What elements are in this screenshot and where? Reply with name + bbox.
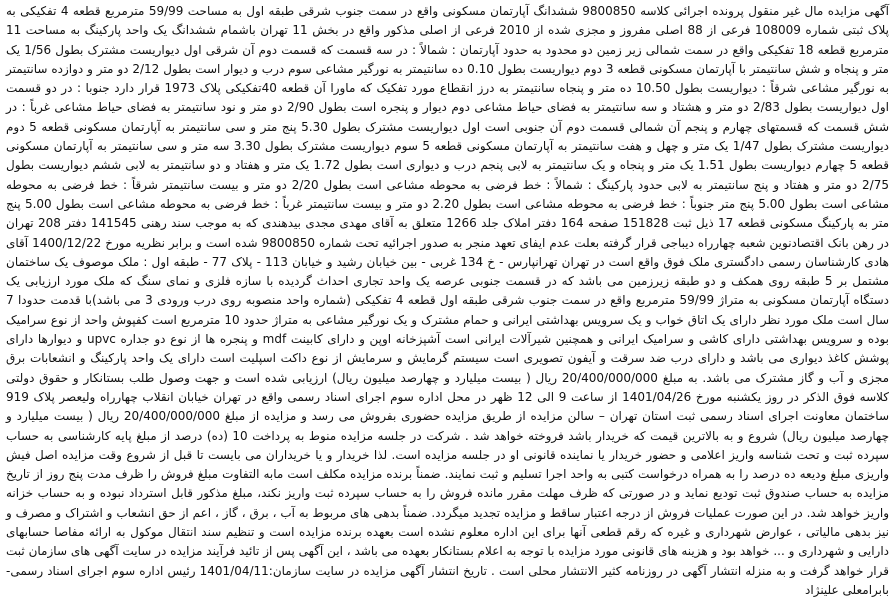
auction-notice-text: آگهی مزایده مال غیر منقول پرونده اجرائی کلاسه 9800850 ششدانگ آپارتمان مسکونی واقع در سمت جنوب شرقی طبقه اول به مساحت 59/99 مترمربع قطعه 4 تفکیکی به پلاک ثبتی شماره 108009 فرعی از 88 اصلی مفروز و مجزی شده از 2010 فرعی از اصلی مذکور واقع در بخش 11 تهران باشمام ششدانگ یک واحد پارکینگ به مساحت 11 مترمربع قطعه 18 تفکیکی واقع در سمت شمالی زیر زمین دو محدود به حدود آپارتمان : شمالاً : در سه قسمت که قسمت دوم آن شرقی اول دیواریست مشترک بطول 1/56 یک متر و پنجاه و شش سانتیمتر با آپارتمان مسکونی قطعه 3 دوم دیواریست بطول 0.10 ده سانتیمتر به نورگیر مشاعی سوم درب و دیوار است بطول 2/12 دو متر و دوازده سانتیمتر به نورگیر مشاعی شرقاً : دیواریست بطول 10.50 ده متر و پنجاه سانتیمتر به درز انقطاع مورد تفکیک که ماورا آن قطعه 40تفکیکی پلاک 1973 قرار دارد جنوبا : در دو قسمت اول دیواریست بطول 2/83 دو متر و هشتاد و سه سانتیمتر به فضای حیاط مشاعی دوم دیوار و پنجره است بطول 2/90 دو متر و نود سانتیمتر به فضای حیاط مشاعی غرباً : در شش قسمت که قسمتهای چهارم و پنجم آن شمالی قسمت دوم آن جنوبی است اول دیواریست مشترک بطول 5.30 پنج متر و سی سانتیمتر به آپارتمان مسکونی قطعه 5 دوم دیواریست مشترک بطول 1/47 یک متر و چهل و هفت سانتیمتر به آپارتمان مسکونی قطعه 5 سوم دیواریست مشترک بطول 3.30 سه متر و سی سانتیمتر به آپارتمان مسکونی قطعه 5 چهارم دیواریست بطول 1.51 یک متر و پنجاه و یک سانتیمتر به لابی پنجم درب و دیواری است بطول 1.72 یک متر و هفتاد و دو سانتیمتر به لابی ششم دیواریست بطول 2/75 دو متر و هفتاد و پنج سانتیمتر به لابی حدود پارکینگ : شمالاً : خط فرضی به محوطه مشاعی است بطول 2/20 دو متر و بیست سانتیمتر شرقاً : خط فرضی به محوطه مشاعی است بطول 5.00 پنج متر جنوباً : خط فرضی به محوطه مشاعی است بطول 2.20 دو متر و بیست سانتیمتر غرباً : خط فرضی به محوطه مشاعی است بطول 5.00 پنج متر به پارکینگ مسکونی قطعه 17 ذیل ثبت 151828 صفحه 164 دفتر املاک جلد 1266 متعلق به آقای مهدی مجدی بیدهندی که به موجب سند رهنی 141545 دفتر 208 تهران در رهن بانک اقتصادنوین شعبه چهارراه دیباجی قرار گرفته بعلت عدم ایفای تعهد منجر به صدور اجرائیه تحت شماره 9800850 شده است و برابر نظریه مورخ 1400/12/22 آقای هادی کارشناسان رسمی دادگستری ملک فوق واقع است در تهران تهرانپارس - خ 134 غربی - بین خیابان رشید و خیابان 113 - پلاک 77 - طبقه اول : ملک موصوف یک ساختمان مشتمل بر 5 طبقه روی همکف و دو طبقه زیرزمین می باشد که در قسمت جنوبی عرصه یک واحد تجاری احداث گردیده با سازه فلزی و نمای سنگ که ملک مورد ارزیابی یک دستگاه آپارتمان مسکونی به متراژ 59/99 مترمربع واقع در سمت جنوب شرقی طبقه اول قطعه 4 تفکیکی (شماره واحد منصوبه روی درب ورودی 3 می باشد)با قدمت حدودا 7 سال است ملک مورد نظر دارای یک اتاق خواب و یک سرویس بهداشتی ایرانی و حمام مشترک و یک نورگیر مشاعی به متراژ حدود 10 مترمربع است کفپوش واحد از نوع سرامیک بوده و سرویس بهداشتی دارای کاشی و سرامیک ایرانی و همچنین شیرآلات ایرانی است آشپزخانه اوپن و دارای کابینت mdf و پنجره ها از نوع دو جداره upvc و دیوارها دارای پوشش کاغذ دیواری می باشد و دارای درب ضد سرقت و آیفون تصویری است سیستم گرمایش و سرمایش از نوع داکت اسپلیت است دارای یک واحد پارکینگ و انشعابات برق مجزی و آب و گاز مشترک می باشد. به مبلغ 20/400/000/000 ریال ( بیست میلیارد و چهارصد میلیون ریال) ارزیابی شده است و جهت وصول طلب بستانکار و حقوق دولتی کلاسه فوق الذکر در روز یکشنبه مورخ 1401/04/26 از ساعت 9 الی 12 ظهر در محل اداره سوم اجرای اسناد رسمی واقع در تهران خیابان انقلاب چهارراه ولیعصر پلاک 919 ساختمان معاونت اجرای اسناد رسمی ثبت استان تهران – سالن مزایده از طریق مزایده حضوری بفروش می رسد و مزایده از مبلغ 20/400/000/000 ریال ( بیست میلیارد و چهارصد میلیون ریال) شروع و به بالاترین قیمت که خریدار باشد فروخته خواهد شد . شرکت در جلسه مزایده منوط به پرداخت 10 (ده) درصد از مبلغ پایه کارشناسی به حساب سپرده ثبت و تحت شناسه واریز اعلامی و حضور خریدار یا نماینده قانونی او در جلسه مزایده است. لذا خریدار و یا خریداران می بایست تا قبل از شروع وقت مزایده اصل فیش واریزی مبلغ ودیعه ده درصد را به همراه درخواست کتبی به واحد اجرا تسلیم و ثبت نمایند. ضمناً برنده مزایده مکلف است مابه التفاوت مبلغ فروش را ظرف مدت پنج روز از تاریخ مزایده به حساب صندوق ثبت تودیع نماید و در صورتی که ظرف مهلت مقرر مانده فروش را به حساب سپرده ثبت واریز نکند، مبلغ مذکور قابل استرداد نبوده و به حساب خزانه واریز خواهد شد. در این صورت عملیات فروش از درجه اعتبار ساقط و مزایده تجدید میگردد. ضمناً بدهی های مربوط به آب ، برق ، گاز ، اعم از حق انشعاب و اشتراک و مصرف و نیز بدهی مالیاتی ، عوارض شهرداری و غیره که رقم قطعی آنها برای این اداره معلوم نشده است بعهده برنده مزایده است و تنظیم سند انتقال موکول به ارائه مفاصا حسابهای دارایی و شهرداری و ... خواهد بود و هزینه های قانونی مورد مزایده با توجه به اعلام بستانکار بعهده می باشد ، این آگهی پس از تائید فرآیند مزایده در سایت آگهی های سازمان ثبت قرار خواهد گرفت و به منزله انتشار آگهی در روزنامه کثیر الانتشار محلی است . تاریخ انتشار آگهی مزایده در سایت سازمان:1401/04/11 رئیس اداره سوم اجرای اسناد رسمی- بابرامعلی علینژاد [6,4,890,597]
